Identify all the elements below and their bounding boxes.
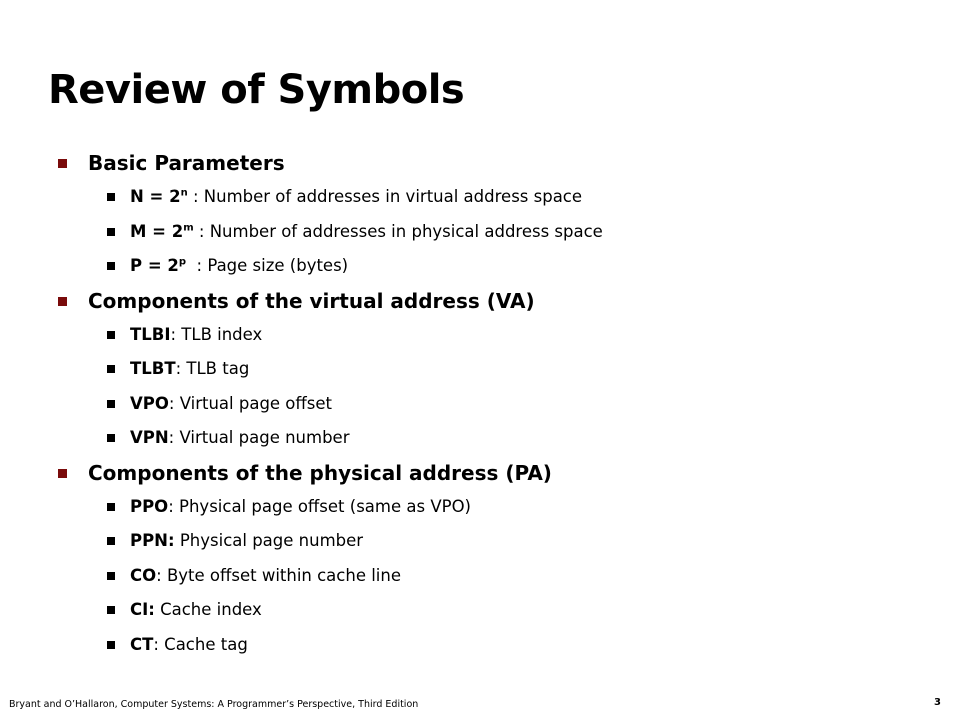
list-item [56, 180, 936, 215]
square-bullet-icon [107, 365, 115, 373]
item-description: : Physical page offset (same as VPO) [168, 496, 471, 516]
symbol-term: CO [130, 565, 157, 585]
square-bullet-icon [107, 537, 115, 545]
list-item [56, 249, 936, 284]
footer-citation: Bryant and O’Hallaron, Computer Systems: A Programmer’s Perspective, Third Edition [9, 699, 419, 710]
square-bullet-icon [107, 193, 115, 201]
symbol-base: N = 2 [130, 187, 181, 206]
symbol-term: VPO [130, 393, 169, 413]
item-description: Physical page number [174, 531, 364, 550]
list-item [56, 352, 936, 387]
symbol-term: TLBT [130, 359, 176, 378]
page-number: 3 [934, 697, 941, 708]
square-bullet-icon [107, 434, 115, 442]
item-description: : TLB tag [175, 359, 250, 378]
item-description: : Number of addresses in physical address space [193, 221, 603, 241]
section-heading [56, 146, 936, 180]
section-heading-text: Basic Parameters [88, 151, 285, 175]
symbol-term [130, 187, 188, 206]
symbol-term [130, 222, 194, 241]
list-item [56, 490, 936, 525]
list-item [56, 628, 936, 663]
item-description: : Virtual page number [168, 428, 350, 447]
section-basic-parameters [56, 146, 936, 284]
section-heading [56, 456, 936, 490]
list-item [56, 524, 936, 559]
item-description: : Number of addresses in virtual address space [187, 187, 583, 206]
section-heading-text: Components of the physical address (PA) [88, 460, 552, 485]
item-description: : Page size (bytes) [186, 256, 349, 275]
symbol-term: TLBI [130, 324, 171, 344]
list-item [56, 215, 936, 250]
bullet-list [56, 146, 936, 662]
list-item [56, 421, 936, 456]
symbol-exponent: m [183, 222, 194, 233]
square-bullet-icon [58, 159, 67, 168]
square-bullet-icon [107, 331, 115, 339]
section-heading-text: Components of the virtual address (VA) [88, 288, 535, 313]
symbol-term: PPN: [130, 531, 175, 550]
symbol-base: P = 2 [130, 256, 179, 275]
symbol-term: PPO [130, 496, 169, 516]
square-bullet-icon [107, 503, 115, 511]
symbol-term: VPN [130, 428, 169, 447]
symbol-exponent: n [180, 187, 188, 199]
symbol-term [130, 256, 186, 275]
square-bullet-icon [107, 228, 115, 236]
square-bullet-icon [107, 606, 115, 614]
square-bullet-icon [107, 262, 115, 270]
item-description: : Virtual page offset [168, 393, 332, 413]
section-virtual-address [56, 284, 936, 456]
section-heading [56, 284, 936, 318]
slide-title: Review of Symbols [48, 67, 465, 113]
square-bullet-icon [58, 297, 67, 306]
square-bullet-icon [107, 641, 115, 649]
square-bullet-icon [107, 400, 115, 408]
symbol-exponent: p [178, 256, 187, 268]
item-description: : Cache tag [153, 634, 248, 654]
list-item [56, 318, 936, 353]
section-physical-address [56, 456, 936, 663]
symbol-term: CT [130, 634, 154, 654]
list-item [56, 593, 936, 628]
item-description: : Byte offset within cache line [156, 565, 401, 585]
square-bullet-icon [107, 572, 115, 580]
symbol-term: CI: [130, 600, 155, 619]
item-description: Cache index [154, 600, 262, 619]
symbol-base: M = 2 [130, 221, 184, 241]
square-bullet-icon [58, 469, 67, 478]
list-item [56, 387, 936, 422]
item-description: : TLB index [170, 324, 263, 344]
list-item [56, 559, 936, 594]
